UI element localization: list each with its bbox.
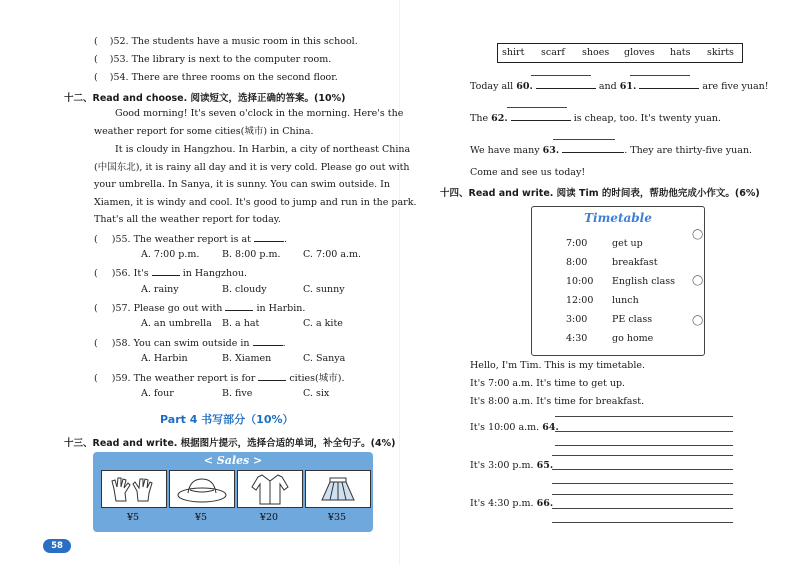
schedule-activity: breakfast — [612, 257, 658, 268]
question-text-end: . — [282, 338, 286, 349]
timetable-card — [531, 206, 705, 356]
question-55: ( )55. The weather report is at . — [94, 234, 288, 245]
price-label: ¥5 — [194, 512, 208, 523]
schedule-time: 8:00 — [566, 257, 588, 268]
writing-line[interactable] — [555, 445, 733, 446]
schedule-activity: go home — [612, 333, 654, 344]
skirt-picture — [305, 470, 371, 508]
item-text: The students have a music room in this school. — [131, 36, 358, 47]
option-b[interactable]: B. a hat — [222, 318, 260, 329]
fill-62 — [470, 111, 721, 125]
option-c[interactable]: C. a kite — [303, 318, 343, 329]
paren-close: ) — [109, 36, 114, 47]
word-option: scarf — [541, 47, 565, 58]
paren-open: ( — [94, 36, 98, 47]
option-b[interactable]: B. cloudy — [222, 284, 267, 295]
answer-blank[interactable] — [562, 143, 624, 153]
fill-text: We have many — [470, 145, 540, 156]
fill-60-61 — [470, 79, 769, 93]
prompt-64 — [470, 422, 559, 434]
shirt-picture — [237, 470, 303, 508]
question-56: ( )56. It's in Hangzhou. — [94, 268, 248, 279]
sales-title: < Sales > — [203, 454, 263, 467]
option-b[interactable]: B. Xiamen — [222, 353, 272, 364]
answer-blank[interactable] — [258, 371, 286, 381]
intro-line: Hello, I'm Tim. This is my timetable. — [470, 360, 646, 371]
fill-text: and — [598, 81, 617, 92]
question-number: 55. — [115, 234, 131, 245]
section-12-title: 十二、Read and choose. 阅读短文，选择正确的答案。(10%) — [64, 93, 346, 104]
schedule-time: 3:00 — [566, 314, 588, 325]
writing-line[interactable] — [552, 508, 733, 509]
writing-line[interactable] — [552, 483, 733, 484]
prompt-text: It's 10:00 a.m. — [470, 422, 540, 433]
paren-open: ( — [94, 72, 98, 83]
fill-text: Today all — [470, 81, 514, 92]
option-b[interactable]: B. 8:00 p.m. — [222, 249, 281, 260]
writing-line[interactable] — [552, 522, 733, 523]
intro-line: It's 8:00 a.m. It's time for breakfast. — [470, 396, 645, 407]
word-option: hats — [670, 47, 691, 58]
sales-board — [93, 452, 373, 532]
question-number: 59. — [115, 373, 131, 384]
question-number: 56. — [115, 268, 131, 279]
option-c[interactable]: C. 7:00 a.m. — [303, 249, 362, 260]
binder-ring-icon: ◯ — [692, 229, 704, 240]
schedule-time: 7:00 — [566, 238, 588, 249]
gloves-icon — [102, 471, 166, 507]
timetable-title: Timetable — [584, 211, 652, 225]
price-label: ¥20 — [259, 512, 279, 523]
schedule-activity: English class — [612, 276, 675, 287]
prompt-66 — [470, 498, 553, 510]
page-number: 58 — [43, 539, 71, 553]
part4-heading: Part 4 书写部分（10%） — [160, 413, 294, 426]
section-13-title: 十三、Read and write. 根据图片提示，选择合适的单词，补全句子。(4%) — [64, 438, 396, 449]
question-text: The weather report is at — [133, 234, 251, 245]
right-page — [400, 0, 800, 565]
question-58: ( )58. You can swim outside in . — [94, 338, 286, 349]
fill-text: The — [470, 113, 489, 124]
binder-ring-icon: ◯ — [692, 275, 704, 286]
item-number: 54. — [113, 72, 129, 83]
question-text: The weather report is for — [133, 373, 256, 384]
paren-close: ) — [109, 54, 114, 65]
writing-line[interactable] — [555, 416, 733, 417]
section-14-title: 十四、Read and write. 阅读 Tim 的时间表，帮助他完成小作文。(6%) — [440, 188, 760, 199]
schedule-time: 10:00 — [566, 276, 594, 287]
option-a[interactable]: A. rainy — [141, 284, 179, 295]
passage-line: That's all the weather report for today. — [94, 214, 281, 225]
question-text-end: . — [284, 234, 288, 245]
question-number: 57. — [115, 303, 131, 314]
prompt-number: 64. — [542, 422, 559, 433]
guide-line — [553, 139, 615, 140]
prompt-number: 66. — [536, 498, 554, 509]
option-a[interactable]: A. an umbrella — [141, 318, 212, 329]
guide-line — [507, 107, 567, 108]
passage-line: It is cloudy in Hangzhou. In Harbin, a city of northeast China — [115, 144, 411, 155]
passage-line: (中国东北), it is rainy all day and it is very cold. Please go out with — [94, 162, 410, 173]
prompt-text: It's 3:00 p.m. — [470, 460, 534, 471]
answer-blank[interactable] — [225, 301, 253, 311]
answer-blank[interactable] — [511, 111, 571, 121]
option-a[interactable]: A. 7:00 p.m. — [141, 249, 200, 260]
option-a[interactable]: A. four — [141, 388, 174, 399]
item-52 — [94, 36, 358, 48]
question-57: ( )57. Please go out with in Harbin. — [94, 303, 306, 314]
paren-open: ( — [94, 54, 98, 65]
binder-ring-icon: ◯ — [692, 315, 704, 326]
writing-line[interactable] — [552, 469, 733, 470]
fill-text: is cheap, too. It's twenty yuan. — [573, 113, 721, 124]
item-53 — [94, 54, 331, 66]
question-text-end: cities(城市). — [289, 373, 345, 384]
blank-number: 62. — [491, 113, 508, 124]
answer-blank[interactable] — [152, 266, 180, 276]
word-bank — [497, 43, 743, 63]
passage-line: Xiamen, it is windy and cool. It's good to jump and run in the park. — [94, 197, 417, 208]
schedule-time: 12:00 — [566, 295, 594, 306]
question-number: 58. — [115, 338, 131, 349]
answer-blank[interactable] — [639, 79, 699, 89]
writing-line[interactable] — [552, 494, 733, 495]
passage-line: weather report for some cities(城市) in China. — [94, 126, 314, 137]
blank-number: 60. — [516, 81, 533, 92]
intro-line: It's 7:00 a.m. It's time to get up. — [470, 378, 626, 389]
blank-number: 61. — [619, 81, 637, 92]
question-text-end: in Hangzhou. — [182, 268, 248, 279]
closing-line: Come and see us today! — [470, 167, 586, 178]
question-59: ( )59. The weather report is for cities(城市). — [94, 373, 345, 384]
price-label: ¥5 — [126, 512, 140, 523]
guide-line — [630, 75, 690, 76]
answer-blank[interactable] — [536, 79, 596, 89]
prompt-65 — [470, 460, 553, 472]
skirt-icon — [306, 471, 370, 507]
item-text: There are three rooms on the second floor. — [131, 72, 338, 83]
question-text: You can swim outside in — [133, 338, 250, 349]
option-c[interactable]: C. sunny — [303, 284, 345, 295]
word-option: gloves — [624, 47, 655, 58]
passage-line: Good morning! It's seven o'clock in the morning. Here's the — [115, 108, 404, 119]
hat-picture — [169, 470, 235, 508]
shirt-icon — [238, 471, 302, 507]
word-option: shoes — [582, 47, 610, 58]
fill-63 — [470, 143, 752, 157]
question-text: Please go out with — [133, 303, 223, 314]
paren-close: ) — [109, 72, 114, 83]
word-option: shirt — [502, 47, 525, 58]
schedule-activity: lunch — [612, 295, 639, 306]
price-label: ¥35 — [327, 512, 347, 523]
item-54 — [94, 72, 338, 84]
schedule-activity: PE class — [612, 314, 653, 325]
item-text: The library is next to the computer room. — [131, 54, 332, 65]
passage-line: your umbrella. In Sanya, it is sunny. You can swim outside. In — [94, 179, 391, 190]
gloves-picture — [101, 470, 167, 508]
hat-icon — [170, 471, 234, 507]
item-number: 52. — [113, 36, 129, 47]
prompt-text: It's 4:30 p.m. — [470, 498, 534, 509]
guide-line — [531, 75, 591, 76]
answer-blank[interactable] — [254, 232, 284, 242]
question-text-end: in Harbin. — [256, 303, 306, 314]
answer-blank[interactable] — [253, 336, 283, 346]
fill-text: . They are thirty-five yuan. — [624, 145, 753, 156]
fill-text: are five yuan! — [702, 81, 769, 92]
option-c[interactable]: C. Sanya — [303, 353, 346, 364]
blank-number: 63. — [542, 145, 560, 156]
writing-line[interactable] — [555, 431, 733, 432]
word-option: skirts — [707, 47, 734, 58]
writing-line[interactable] — [552, 455, 733, 456]
prompt-number: 65. — [536, 460, 554, 471]
option-b[interactable]: B. five — [222, 388, 253, 399]
question-text: It's — [133, 268, 149, 279]
schedule-time: 4:30 — [566, 333, 588, 344]
option-a[interactable]: A. Harbin — [141, 353, 188, 364]
item-number: 53. — [113, 54, 129, 65]
schedule-activity: get up — [612, 238, 643, 249]
option-c[interactable]: C. six — [303, 388, 330, 399]
